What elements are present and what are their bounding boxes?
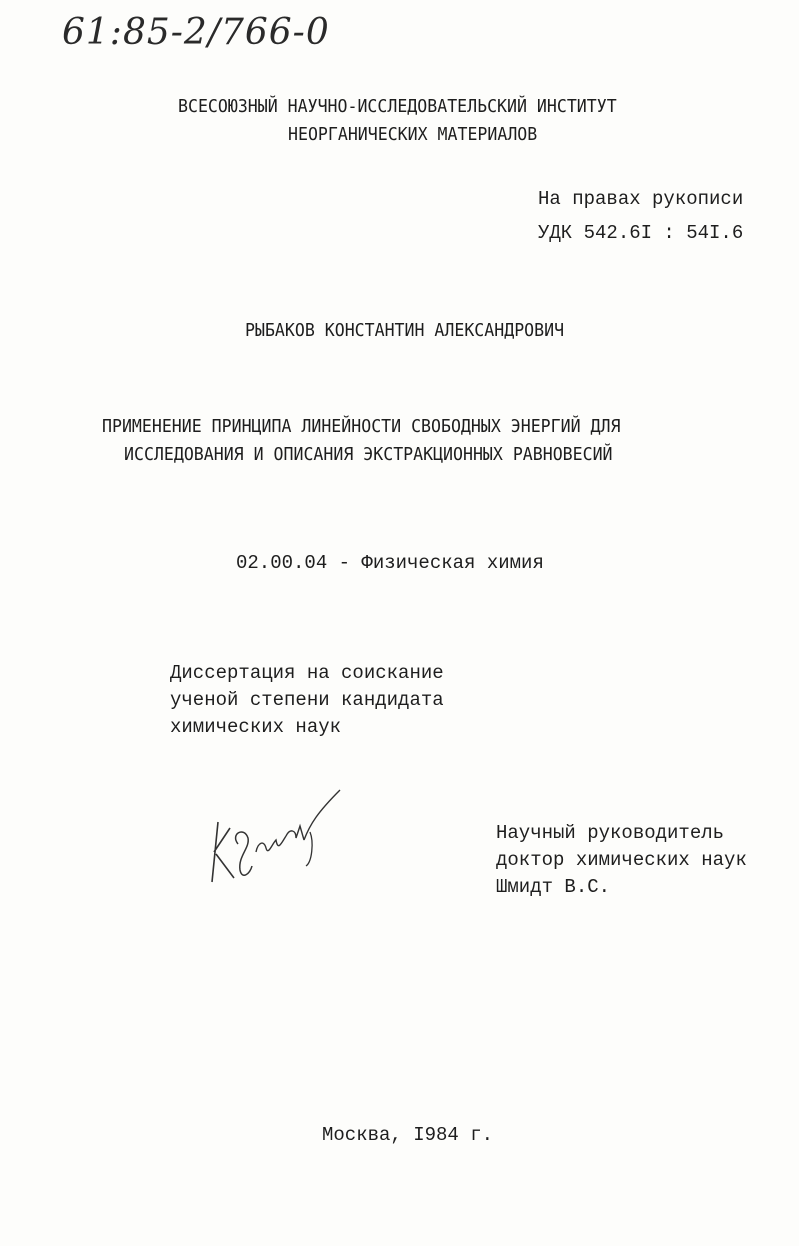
title-line-2: ИССЛЕДОВАНИЯ И ОПИСАНИЯ ЭКСТРАКЦИОННЫХ РАВНОВЕСИЙ (124, 444, 613, 465)
dissertation-line-2: ученой степени кандидата (170, 689, 444, 711)
place-and-year: Москва, I984 г. (322, 1124, 494, 1146)
title-line-1: ПРИМЕНЕНИЕ ПРИНЦИПА ЛИНЕЙНОСТИ СВОБОДНЫХ ЭНЕРГИЙ ДЛЯ (102, 416, 621, 437)
supervisor-line-1: Научный руководитель (496, 822, 725, 844)
author-signature (200, 782, 350, 892)
specialty: 02.00.04 - Физическая химия (236, 552, 544, 574)
rights-notice: На правах рукописи (538, 188, 744, 210)
dissertation-line-1: Диссертация на соискание (170, 662, 444, 684)
supervisor-name: Шмидт В.С. (496, 876, 611, 898)
supervisor-line-2: доктор химических наук (496, 849, 747, 871)
handwritten-catalog-code: 61:85-2/766-0 (62, 12, 330, 53)
institute-line-1: ВСЕСОЮЗНЫЙ НАУЧНО-ИССЛЕДОВАТЕЛЬСКИЙ ИНСТИТУТ (178, 96, 617, 117)
udk-code: УДК 542.6I : 54I.6 (538, 222, 744, 244)
dissertation-line-3: химических наук (170, 716, 342, 738)
author-name: РЫБАКОВ КОНСТАНТИН АЛЕКСАНДРОВИЧ (245, 320, 565, 341)
institute-line-2: НЕОРГАНИЧЕСКИХ МАТЕРИАЛОВ (288, 124, 538, 145)
